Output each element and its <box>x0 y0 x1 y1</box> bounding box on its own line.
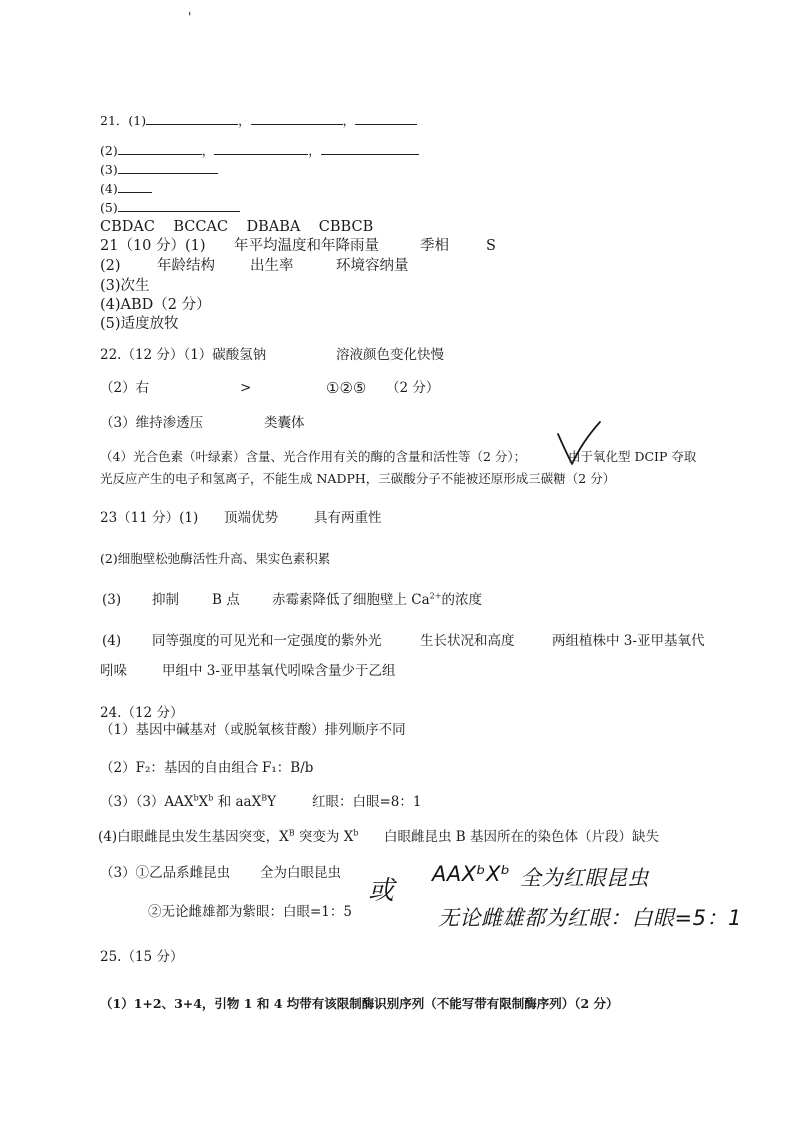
q21-answer-2: 季相 <box>420 238 449 254</box>
q24-line-4 <box>98 828 788 846</box>
q23-answer-4-5: 甲组中 3-亚甲基氧代吲哚含量少于乙组 <box>162 663 396 679</box>
comma: ， <box>201 143 215 158</box>
q24-part-2b: F₁：B/b <box>262 760 314 776</box>
q23-line-5 <box>100 662 780 680</box>
q22-line-4 <box>100 448 790 466</box>
q24-head: 24.（12 分） <box>100 705 184 721</box>
answer-blank <box>146 112 238 125</box>
q25-part-1: （1）1+2、3+4，引物 1 和 4 均带有该限制酶识别序列（不能写带有限制酶序列）（2 分） <box>100 996 619 1011</box>
q23-head: 23（11 分）(1) <box>100 510 199 526</box>
blank-label: (3) <box>100 162 118 177</box>
q24-part-4b: 突变为 X <box>294 829 354 845</box>
q24-part-4c: 白眼雌昆虫 B 基因所在的染色体（片段）缺失 <box>384 829 660 845</box>
q21-part-3: (3)次生 <box>100 278 150 294</box>
q21-answer-1: 年平均温度和年降雨量 <box>234 238 379 254</box>
q24-part-6: ②无论雌雄都为紫眼：白眼=1：5 <box>148 904 352 920</box>
blank-form-row-5 <box>100 199 240 217</box>
q23-answer-4-2: 生长状况和高度 <box>420 633 515 649</box>
q24-part-4 <box>98 828 358 846</box>
q23-answer-3-3 <box>272 591 482 609</box>
blank-form-q21-1 <box>100 112 417 130</box>
q22-line-1 <box>100 346 780 364</box>
q22-answer-3b: 类囊体 <box>264 415 305 431</box>
q25-head: 25.（15 分） <box>100 949 184 965</box>
q24-part-4a: (4)白眼雌昆虫发生基因突变，X <box>98 829 289 845</box>
q21-answer-2-1: 年龄结构 <box>157 258 215 274</box>
comma: ， <box>342 113 356 128</box>
q21-part-5: (5)适度放牧 <box>100 316 179 332</box>
q21-line-1 <box>100 237 780 255</box>
answer-blank <box>118 199 240 212</box>
q23-part-4: (4) <box>102 633 122 649</box>
blank-label: 21．(1) <box>100 113 147 128</box>
q23-line-3 <box>100 591 780 609</box>
q23-answer-1: 顶端优势 <box>224 510 278 526</box>
blank-label: (2) <box>100 143 118 158</box>
scan-mark: ' <box>188 9 192 24</box>
q23-answer-3-3-end: 的浓度 <box>441 592 482 608</box>
q22-part-2: （2）右 <box>100 380 150 396</box>
q23-answer-4-4: 吲哚 <box>100 663 127 679</box>
q22-head: 22.（12 分）（1）碳酸氢钠 <box>100 347 267 363</box>
q24-part-1: （1）基因中碱基对（或脱氧核苷酸）排列顺序不同 <box>100 722 406 738</box>
answer-blank <box>118 180 152 193</box>
q23-answer-3-2: B 点 <box>212 592 240 608</box>
q22-circled-numbers: ①②⑤ <box>326 379 367 397</box>
superscript: b <box>208 793 214 803</box>
q23-part-3: (3) <box>102 592 122 608</box>
q23-part-2: (2)细胞壁松弛酶活性升高、果实色素积累 <box>100 551 331 566</box>
blank-form-row-4 <box>100 180 152 198</box>
q21-head: 21（10 分）(1) <box>100 238 206 254</box>
q22-score: （2 分） <box>386 380 440 396</box>
q24-line-3 <box>100 793 780 811</box>
blank-form-row-3 <box>100 161 218 179</box>
handwritten-ratio: 无论雌雄都为红眼：白眼=5：1 <box>438 906 742 930</box>
superscript: b <box>193 793 199 803</box>
q22-greater-than: > <box>240 380 252 396</box>
q21-answer-2-3: 环境容纳量 <box>336 258 409 274</box>
q21-part-2: (2) <box>100 258 121 274</box>
q22-part-3: （3）维持渗透压 <box>100 415 204 431</box>
answer-blank <box>118 142 202 155</box>
q24-part-5a: （3）①乙品系雌昆虫 <box>100 865 231 881</box>
q23-line-4 <box>100 632 790 650</box>
q21-line-2 <box>100 257 780 275</box>
q23-line-1 <box>100 509 780 527</box>
q21-answer-2-2: 出生率 <box>250 258 294 274</box>
superscript: B <box>261 793 268 803</box>
q24-part-3d: Y <box>267 794 277 810</box>
q22-line-5: 光反应产生的电子和氢离子，不能生成 NADPH，三碳酸分子不能被还原形成三碳糖（2 分） <box>100 471 616 486</box>
comma: ， <box>308 143 321 158</box>
q24-line-2 <box>100 759 780 777</box>
answer-blank <box>118 161 218 174</box>
comma: ， <box>238 113 251 128</box>
q22-part-4a: （4）光合色素（叶绿素）含量、光合作用有关的酶的含量和活性等（2 分）； <box>100 449 527 464</box>
blank-label: (4) <box>100 181 118 196</box>
q24-part-3a: （3）（3）AAX <box>100 794 194 810</box>
blank-form-row-2 <box>100 142 419 160</box>
handwritten-genotype: AAXᵇXᵇ <box>432 862 511 886</box>
answer-blank <box>251 112 343 125</box>
answer-blank <box>214 142 308 155</box>
q24-part-3c: 和 aaX <box>213 794 262 810</box>
mc-answers: CBDAC BCCAC DBABA CBBCB <box>100 219 374 235</box>
answer-blank <box>355 112 417 125</box>
q23-answer-2: 具有两重性 <box>314 510 382 526</box>
blank-label: (5) <box>100 200 118 215</box>
q21-answer-3: S <box>486 238 496 254</box>
q23-answer-3-1: 抑制 <box>152 592 179 608</box>
q21-part-4: (4)ABD（2 分） <box>100 297 211 313</box>
superscript: 2+ <box>429 591 442 601</box>
q24-part-3e: 红眼：白眼=8：1 <box>312 794 422 810</box>
answer-blank <box>321 142 419 155</box>
superscript: b <box>353 828 359 838</box>
handwritten-or: 或 <box>368 876 395 906</box>
superscript: B <box>288 828 295 838</box>
q22-answer-1b: 溶液颜色变化快慢 <box>336 347 444 363</box>
q24-part-2: （2）F₂：基因的自由组合 <box>100 760 259 776</box>
q23-answer-4-3: 两组植株中 3-亚甲基氧代 <box>552 633 705 649</box>
q24-part-3 <box>100 793 276 811</box>
q23-answer-3-3-text: 赤霉素降低了细胞壁上 Ca <box>272 592 430 608</box>
q22-line-3 <box>100 414 780 432</box>
q22-part-4b: 由于氧化型 DCIP 夺取 <box>568 449 697 464</box>
q22-line-2 <box>100 379 780 397</box>
handwritten-all-red-eye: 全为红眼昆虫 <box>520 866 649 890</box>
q23-answer-4-1: 同等强度的可见光和一定强度的紫外光 <box>152 633 382 649</box>
q24-part-5b: 全为白眼昆虫 <box>260 865 341 881</box>
q24-part-3b: X <box>198 794 209 810</box>
